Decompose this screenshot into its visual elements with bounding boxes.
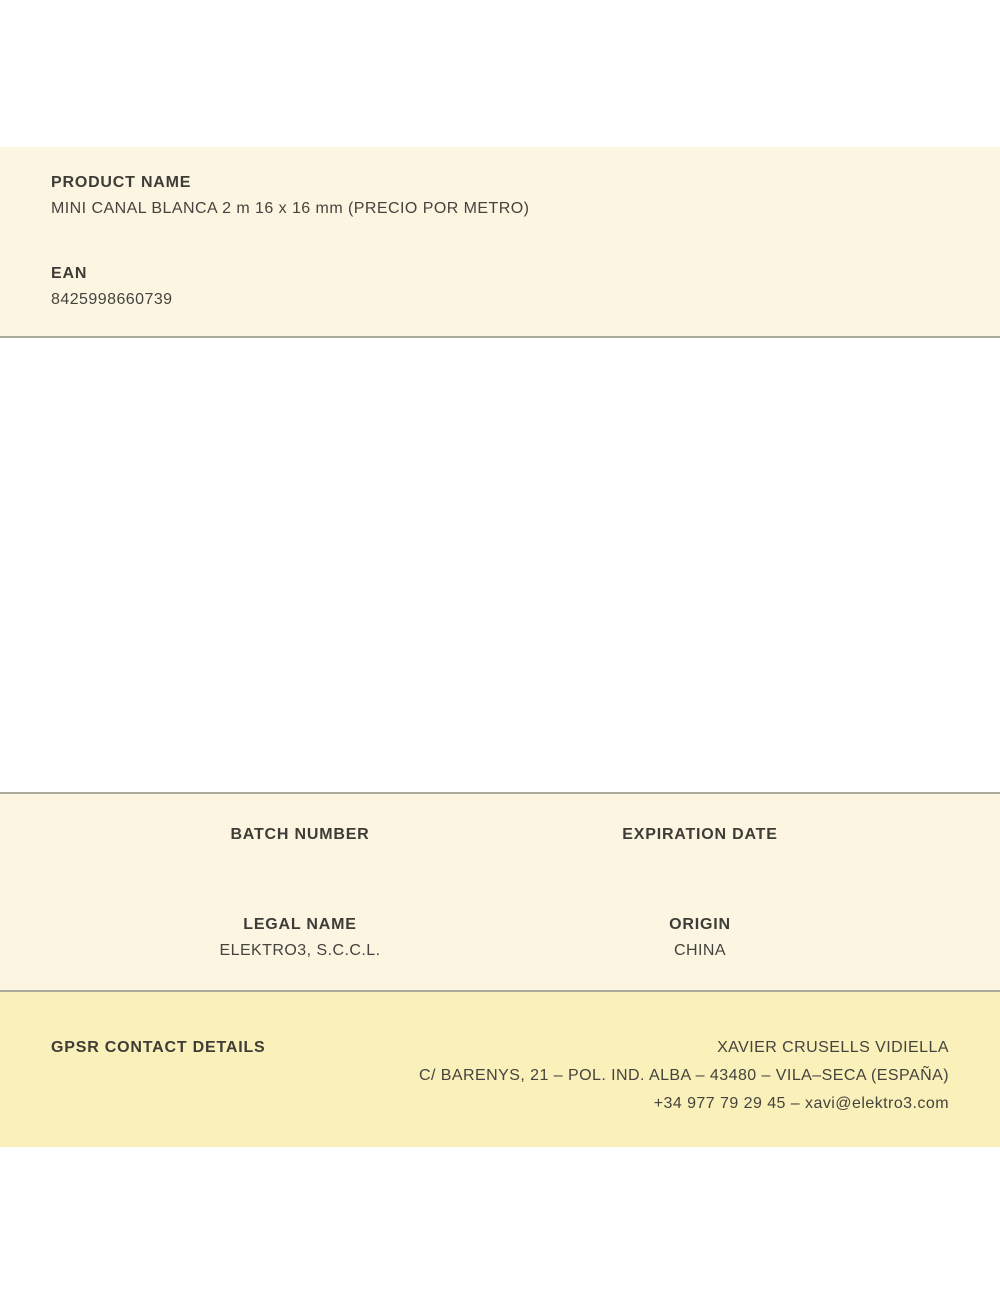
expiration-date-label: EXPIRATION DATE (622, 826, 778, 843)
content-gap (0, 338, 1000, 792)
gpsr-contact-title: GPSR CONTACT DETAILS (51, 1039, 266, 1056)
legal-name-label: LEGAL NAME (243, 916, 357, 933)
origin-value: CHINA (673, 942, 727, 959)
ean-field (51, 264, 949, 310)
product-info-section (0, 147, 1000, 338)
details-grid (100, 825, 900, 961)
gpsr-contact-address: C/ BARENYS, 21 – POL. IND. ALBA – 43480 – VILA–SECA (ESPAÑA) (418, 1067, 949, 1084)
gpsr-contact-phone-email: +34 977 79 29 45 – xavi@elektro3.com (653, 1095, 949, 1112)
gpsr-contact-section (0, 992, 1000, 1147)
origin-field (500, 915, 900, 961)
expiration-date-field (500, 825, 900, 871)
product-name-label: PRODUCT NAME (51, 174, 192, 191)
expiration-date-value (500, 851, 900, 871)
batch-number-value (100, 851, 500, 871)
origin-label: ORIGIN (669, 916, 731, 933)
gpsr-contact-lines (266, 1034, 949, 1118)
batch-number-field (100, 825, 500, 871)
ean-value: 8425998660739 (51, 291, 173, 308)
legal-name-field (100, 915, 500, 961)
legal-name-value: ELEKTRO3, S.C.C.L. (219, 942, 381, 959)
ean-label: EAN (51, 265, 88, 282)
batch-number-label: BATCH NUMBER (230, 826, 370, 843)
product-name-field (51, 173, 949, 219)
gpsr-contact-name: XAVIER CRUSELLS VIDIELLA (717, 1039, 949, 1056)
product-name-value: MINI CANAL BLANCA 2 m 16 x 16 mm (PRECIO POR METRO) (51, 200, 530, 217)
batch-details-section (0, 792, 1000, 992)
